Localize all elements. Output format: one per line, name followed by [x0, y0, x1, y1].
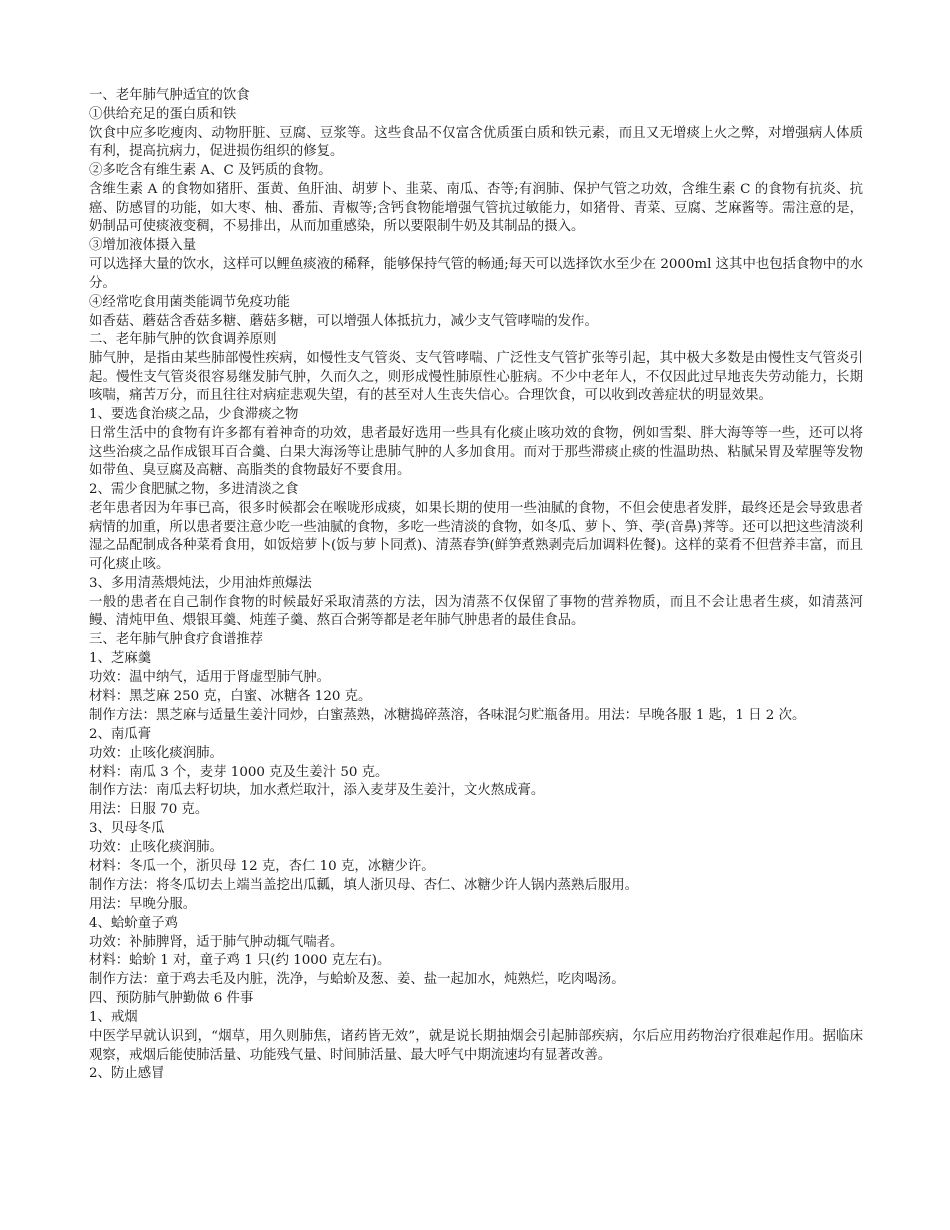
paragraph: 如香菇、蘑菇含香菇多糖、蘑菇多糖，可以增强人体抵抗力，减少支气管哮喘的发作。 [89, 313, 598, 329]
recipe-title: 3、贝母冬瓜 [89, 821, 165, 837]
section-heading: 四、预防肺气肿勤做 6 件事 [89, 991, 254, 1007]
recipe-method: 制作方法：童于鸡去毛及内脏，洗净，与蛤蚧及葱、姜、盐一起加水，炖熟烂，吃肉喝汤。 [89, 972, 625, 988]
section-heading: 一、老年肺气肿适宜的饮食 [89, 88, 250, 103]
paragraph: 饮食中应多吃瘦肉、动物肝脏、豆腐、豆浆等。这些食品不仅富含优质蛋白质和铁元素，而且又无增痰上火之弊，对增强病人体质有利，提高抗病力，促进损伤组织的修复。 [89, 125, 863, 160]
subsection-heading: 1、戒烟 [89, 1010, 138, 1026]
section-heading: 三、老年肺气肿食疗食谱推荐 [89, 632, 264, 648]
recipe-usage: 用法：早晚分服。 [89, 896, 197, 912]
subsection-heading: 2、需少食肥腻之物，多进清淡之食 [89, 482, 299, 498]
recipe-usage: 用法：日服 70 克。 [89, 802, 209, 818]
subsection-heading: ④经常吃食用菌类能调节免疫功能 [89, 294, 290, 310]
subsection-heading: 3、多用清蒸煨炖法，少用油炸煎爆法 [89, 575, 312, 591]
recipe-ingredients: 材料：蛤蚧 1 对，童子鸡 1 只(约 1000 克左右)。 [89, 953, 391, 969]
subsection-heading: ①供给充足的蛋白质和铁 [89, 106, 237, 122]
recipe-method: 制作方法：将冬瓜切去上端当盖挖出瓜瓤，填人浙贝母、杏仁、冰糖少许人锅内蒸熟后服用。 [89, 877, 639, 893]
recipe-ingredients: 材料：南瓜 3 个，麦芽 1000 克及生姜汁 50 克。 [89, 764, 389, 780]
paragraph: 肺气肿，是指由某些肺部慢性疾病，如慢性支气管炎、支气管哮喘、广泛性支气管扩张等引起，其中极大多数是由慢性支气管炎引起。慢性支气管炎很容易继发肺气肿，久而久之，则形成慢性肺原性心脏病。不少中老年人，不仅因此过早地丧失劳动能力，长期咳喘，痛苦万分，而且往往对病症悲观失望，有的甚至对人生丧失信心。合理饮食，可以收到改善症状的明显效果。 [89, 351, 863, 404]
paragraph: 含维生素 A 的食物如猪肝、蛋黄、鱼肝油、胡萝卜、韭菜、南瓜、杏等;有润肺、保护气管之功效，含维生素 C 的食物有抗炎、抗癌、防感冒的功能，如大枣、柚、番茄、青椒等;含钙食物能增强气管抗过敏能力，如猪骨、青菜、豆腐、芝麻酱等。需注意的是，奶制品可使痰液变稠，不易排出，从而加重感染，所以要限制牛奶及其制品的摄入。 [89, 182, 863, 235]
paragraph: 可以选择大量的饮水，这样可以鲤鱼痰液的稀释，能够保持气管的畅通;每天可以选择饮水至少在 2000ml 这其中也包括食物中的水分。 [89, 257, 863, 291]
subsection-heading: 1、要选食治痰之品，少食滞痰之物 [89, 407, 299, 423]
recipe-effect: 功效：止咳化痰润肺。 [89, 745, 223, 761]
paragraph: 日常生活中的食物有许多都有着神奇的功效，患者最好选用一些具有化痰止咳功效的食物，例如雪梨、胖大海等等一些，还可以将这些治痰之品作成银耳百合羹、白果大海汤等让患肺气肿的人多加食用。而对于那些滞痰止痰的性温助热、粘腻呆胃及荤腥等发物如带鱼、臭豆腐及高糖、高脂类的食物最好不要食用。 [89, 426, 863, 479]
recipe-title: 1、芝麻羹 [89, 651, 152, 667]
document-body [89, 87, 863, 1084]
section-heading: 二、老年肺气肿的饮食调养原则 [89, 332, 277, 348]
recipe-title: 2、南瓜膏 [89, 726, 152, 742]
recipe-method: 制作方法：黑芝麻与适量生姜汁同炒，白蜜蒸熟，冰糖捣碎蒸溶，各味混匀贮瓶备用。用法：早晚各服 1 匙，1 日 2 次。 [89, 707, 806, 723]
recipe-effect: 功效：补肺脾肾，适于肺气肿动辄气喘者。 [89, 934, 344, 950]
subsection-heading: ②多吃含有维生素 A、C 及钙质的食物。 [89, 163, 332, 179]
subsection-heading: 2、防止感冒 [89, 1066, 165, 1082]
recipe-effect: 功效：温中纳气，适用于肾虚型肺气肿。 [89, 670, 331, 686]
paragraph: 一般的患者在自己制作食物的时候最好采取清蒸的方法，因为清蒸不仅保留了事物的营养物质，而且不会让患者生痰，如清蒸河鳗、清炖甲鱼、煨银耳羹、炖莲子羹、熬百合粥等都是老年肺气肿患者的最佳食品。 [89, 594, 863, 629]
recipe-ingredients: 材料：黑芝麻 250 克，白蜜、冰糖各 120 克。 [89, 688, 372, 704]
paragraph: 老年患者因为年事已高，很多时候都会在喉咙形成痰，如果长期的使用一些油腻的食物，不但会使患者发胖，最终还是会导致患者病情的加重，所以患者要注意少吃一些油腻的食物，多吃一些清淡的食物，如冬瓜、萝卜、笋、荸(音鼻)荠等。还可以把这些清淡利湿之品配制成各种菜肴食用，如饭焙萝卜(饭与萝卜同煮)、清蒸春笋(鲜笋煮熟剥壳后加调料佐餐)。这样的菜肴不但营养丰富，而且可化痰止咳。 [89, 501, 863, 572]
paragraph: 中医学早就认识到，“烟草，用久则肺焦，诸药皆无效”，就是说长期抽烟会引起肺部疾病，尔后应用药物治疗很难起作用。据临床观察，戒烟后能使肺活量、功能残气量、时间肺活量、最大呼气中期流速均有显著改善。 [89, 1028, 863, 1063]
recipe-effect: 功效：止咳化痰润肺。 [89, 840, 223, 856]
recipe-ingredients: 材料：冬瓜一个，浙贝母 12 克，杏仁 10 克，冰糖少许。 [89, 858, 435, 874]
recipe-method: 制作方法：南瓜去籽切块，加水煮烂取汁，添入麦芽及生姜汁，文火熬成膏。 [89, 783, 545, 799]
recipe-title: 4、蛤蚧童子鸡 [89, 915, 178, 931]
subsection-heading: ③增加液体摄入量 [89, 238, 197, 254]
